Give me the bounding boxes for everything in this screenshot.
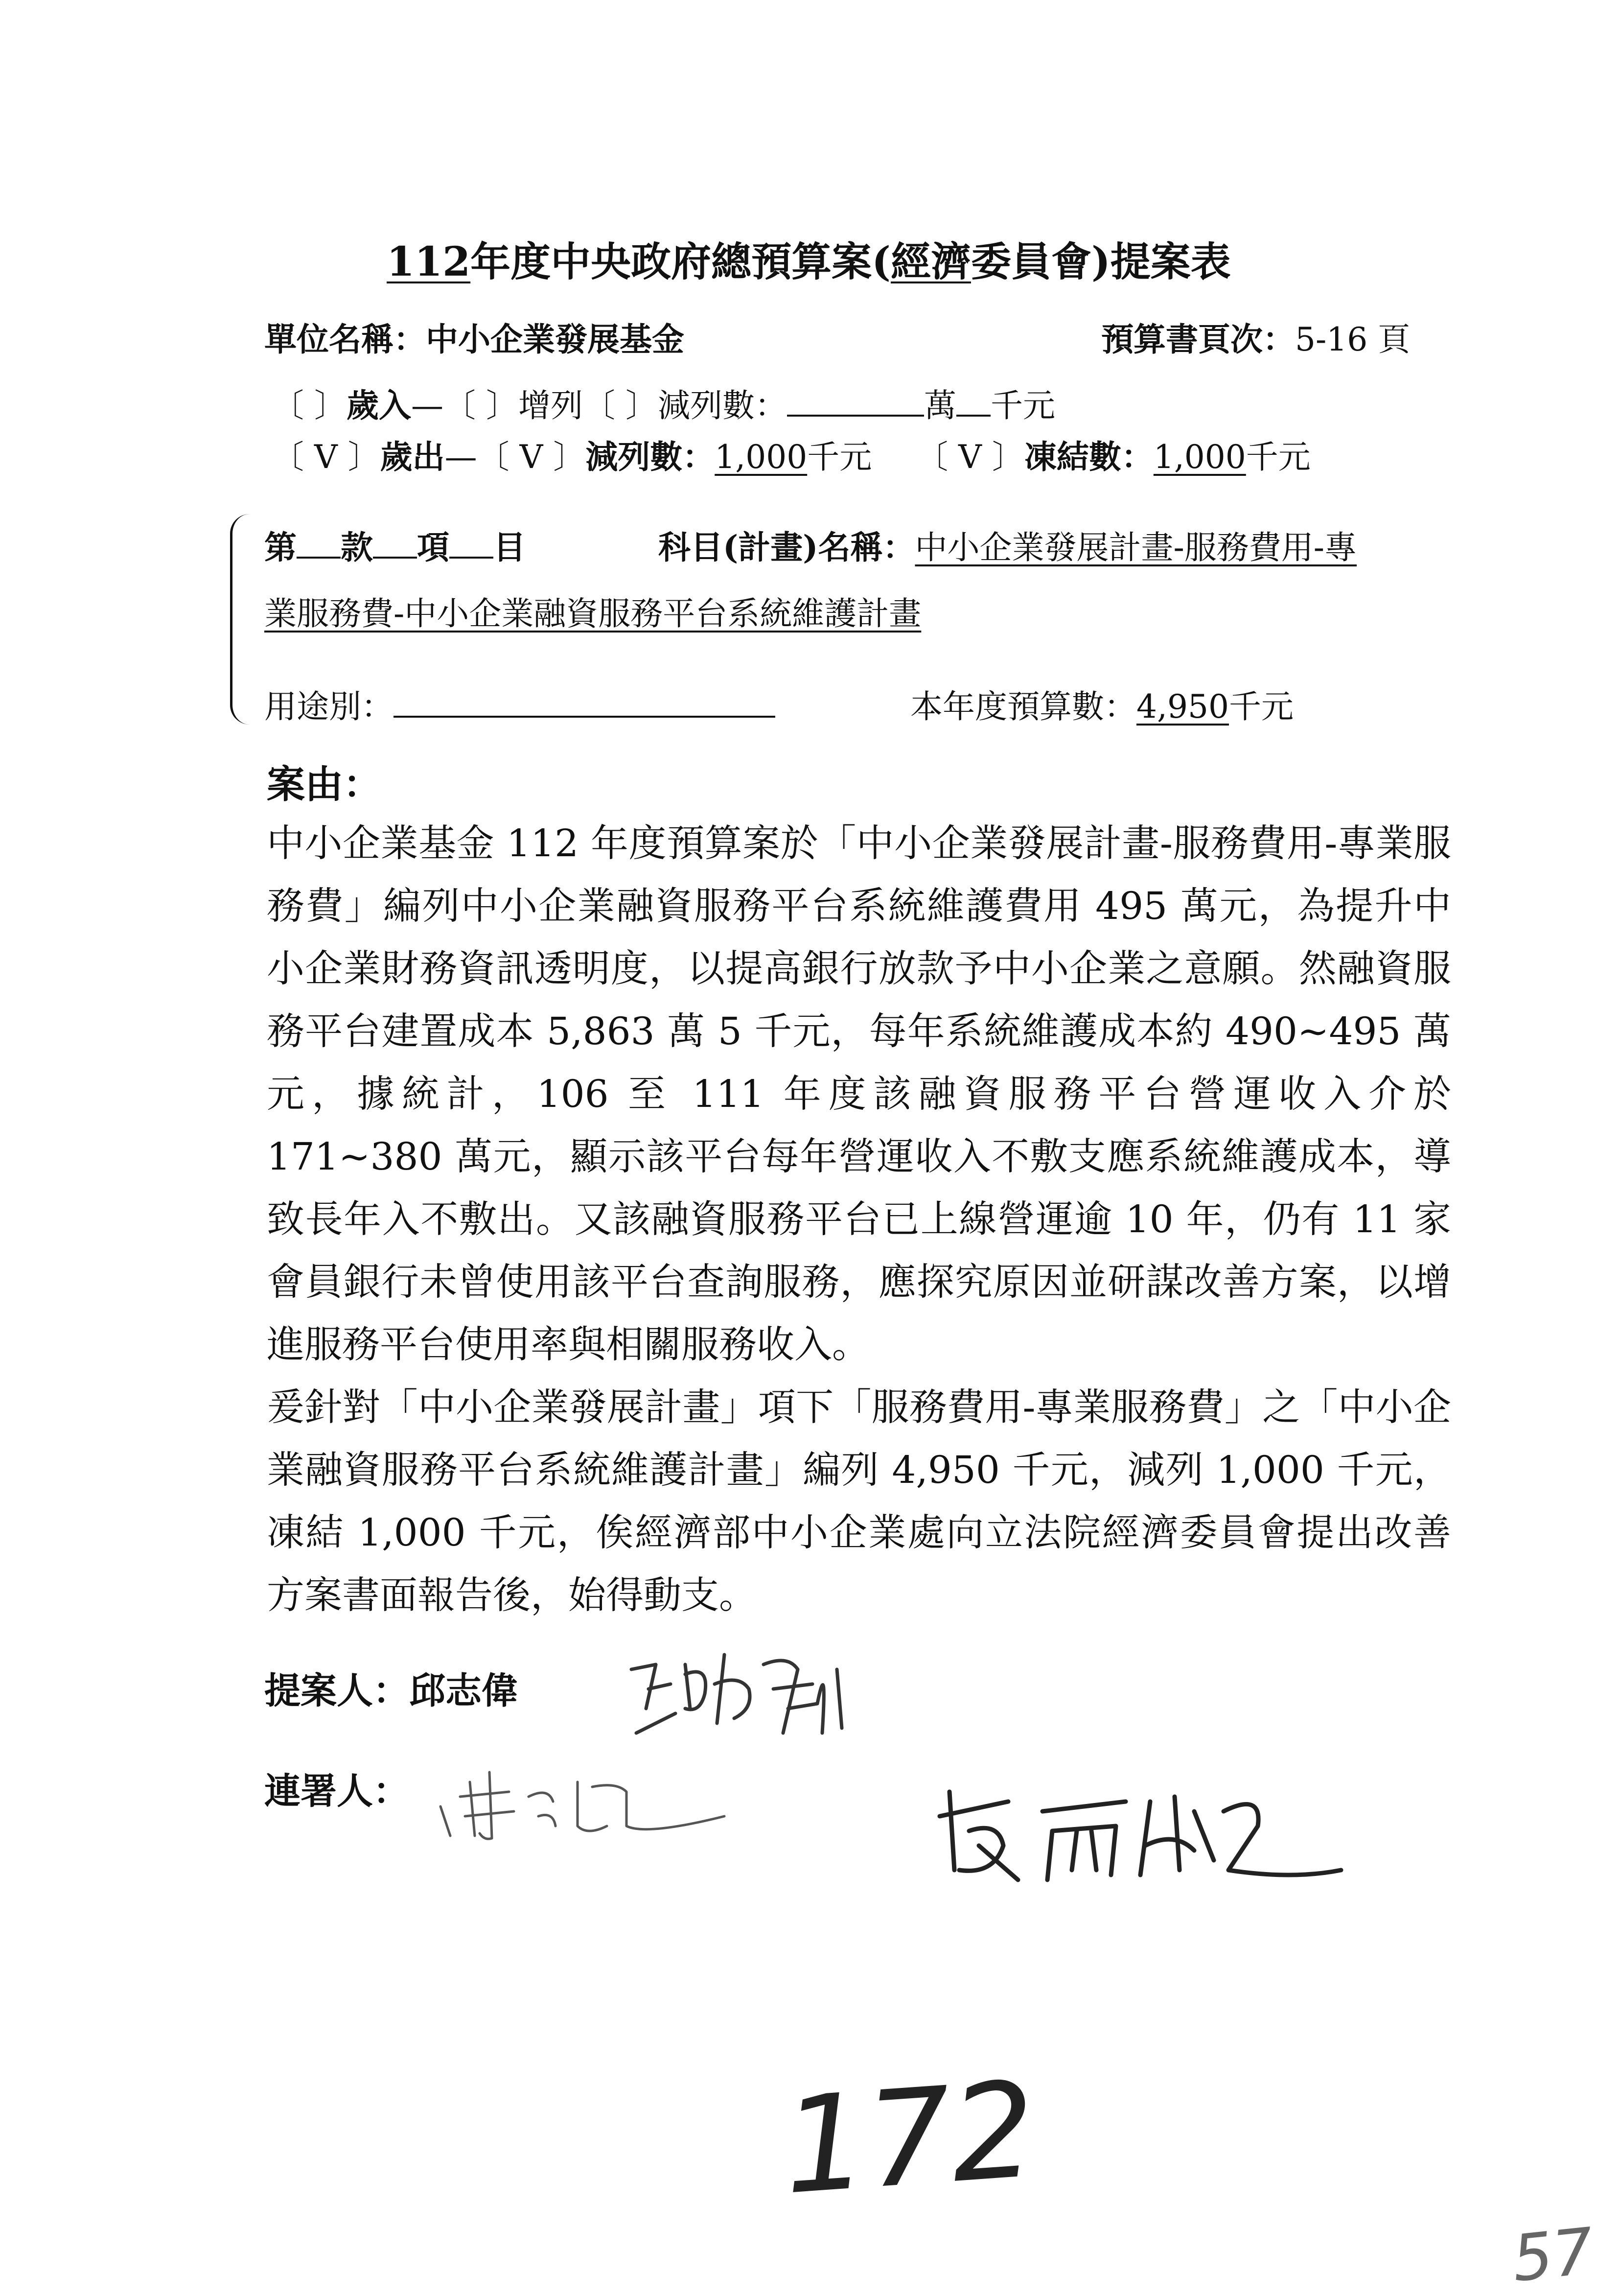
usage-label: 用途別： (264, 688, 393, 726)
expense-freeze-unit: 千元 (1246, 438, 1311, 476)
usage-blank (393, 686, 775, 718)
subject-name-label: 科目(計畫)名稱： (658, 528, 915, 566)
subject-row (264, 521, 526, 568)
reason-paragraph-2: 爰針對「中小企業發展計畫」項下「服務費用-專業服務費」之「中小企業融資服務平台系統維護計畫」編列 4,950 千元，減列 1,000 千元，凍結 1,000 千元，俟經濟部中小企業處向立法院經濟委員會提出改善方案書面報告後，始得動支。 (267, 1386, 1451, 1617)
unit-row (264, 313, 684, 360)
budget-label: 本年度預算數： (910, 688, 1136, 726)
unit-label: 單位名稱： (264, 320, 426, 358)
expense-line (272, 431, 1311, 477)
expense-freeze-value: 1,000 (1153, 438, 1246, 476)
revenue-unit-wan: 萬 (924, 387, 956, 424)
budget-row (910, 680, 1294, 727)
revenue-dash: — (411, 387, 443, 424)
revenue-line (272, 379, 1055, 426)
reason-label: 案由： (267, 762, 382, 807)
cosigner-label: 連署人： (264, 1770, 409, 1812)
proposer-name: 邱志偉 (409, 1670, 518, 1712)
title-committee: 經濟 (890, 238, 971, 285)
corner-number: 57 (1508, 2213, 1597, 2296)
title-year: 112 (387, 238, 471, 285)
proposer-signature (612, 1635, 866, 1748)
reason-paragraph-1: 中小企業基金 112 年度預算案於「中小企業發展計畫-服務費用-專業服務費」編列中小企業融資服務平台系統維護費用 495 萬元，為提升中小企業財務資訊透明度，以提高銀行放款予中小企業之意願。然融資服務平台建置成本 5,863 萬 5 千元，每年系統維護成本約 490~495 萬元，據統計，106 至 111 年度該融資服務平台營運收入介於 171~380 萬元，顯示該平台每年營運收入不敷支應系統維護成本，導致長年入不敷出。又該融資服務平台已上線營運逾 10 年，仍有 11 家會員銀行未曾使用該平台查詢服務，應探究原因並研謀改善方案，以增進服務平台使用率與相關服務收入。 (267, 822, 1451, 1367)
subject-mu-blank (449, 527, 493, 559)
revenue-unit-qian: 千元 (990, 387, 1055, 424)
expense-decrease-checkbox: 〔 V 〕 (477, 438, 586, 476)
page-ref-label: 預算書頁次： (1101, 320, 1295, 358)
revenue-amount-blank (787, 385, 924, 417)
cosigner-signature-2 (920, 1772, 1351, 1899)
title-part1: 年度中央政府總預算案( (470, 238, 891, 285)
subject-mu: 目 (493, 528, 526, 566)
expense-freeze-label: 凍結數： (1024, 438, 1154, 476)
revenue-decrease-checkbox: 〔 〕 (582, 387, 658, 424)
expense-dash: — (444, 438, 477, 476)
handwritten-page-number: 172 (778, 2052, 1041, 2224)
page-ref-value: 5-16 頁 (1295, 321, 1411, 358)
expense-checkbox: 〔 V 〕 (272, 438, 380, 476)
subject-name (658, 521, 1357, 568)
page-ref (1101, 313, 1410, 360)
revenue-decrease-label: 減列數： (657, 387, 787, 424)
revenue-label: 歲入 (346, 386, 411, 424)
subject-xiang-blank (373, 527, 417, 559)
cosigner-signature-1 (431, 1753, 734, 1846)
subject-di: 第 (264, 528, 297, 566)
proposer-label: 提案人： (264, 1670, 409, 1712)
proposer-row (264, 1662, 518, 1714)
reason-body (267, 813, 1451, 1627)
page-title (387, 230, 1231, 287)
expense-label: 歲出 (380, 438, 445, 476)
subject-kuan: 款 (341, 528, 373, 566)
revenue-increase-checkbox: 〔 〕 (443, 387, 518, 424)
subject-name-line1: 中小企業發展計畫-服務費用-專 (915, 529, 1357, 566)
revenue-qian-blank (956, 385, 991, 417)
budget-value: 4,950 (1136, 688, 1229, 726)
expense-decrease-label: 減列數： (585, 438, 715, 476)
title-part2: 委員會)提案表 (971, 238, 1231, 285)
subject-name-line2: 業服務費-中小企業融資服務平台系統維護計畫 (264, 595, 922, 633)
revenue-increase-label: 增列 (518, 387, 583, 424)
budget-unit: 千元 (1228, 688, 1294, 726)
subject-name-cont (264, 587, 921, 634)
subject-kuan-blank (297, 527, 341, 559)
subject-xiang: 項 (417, 528, 449, 566)
expense-decrease-value: 1,000 (715, 438, 808, 476)
expense-decrease-unit: 千元 (807, 438, 872, 476)
revenue-checkbox: 〔 〕 (272, 387, 347, 424)
expense-freeze-checkbox: 〔 V 〕 (916, 438, 1024, 476)
subject-bracket (230, 514, 252, 725)
usage-row (264, 680, 775, 727)
unit-value: 中小企業發展基金 (426, 320, 684, 358)
